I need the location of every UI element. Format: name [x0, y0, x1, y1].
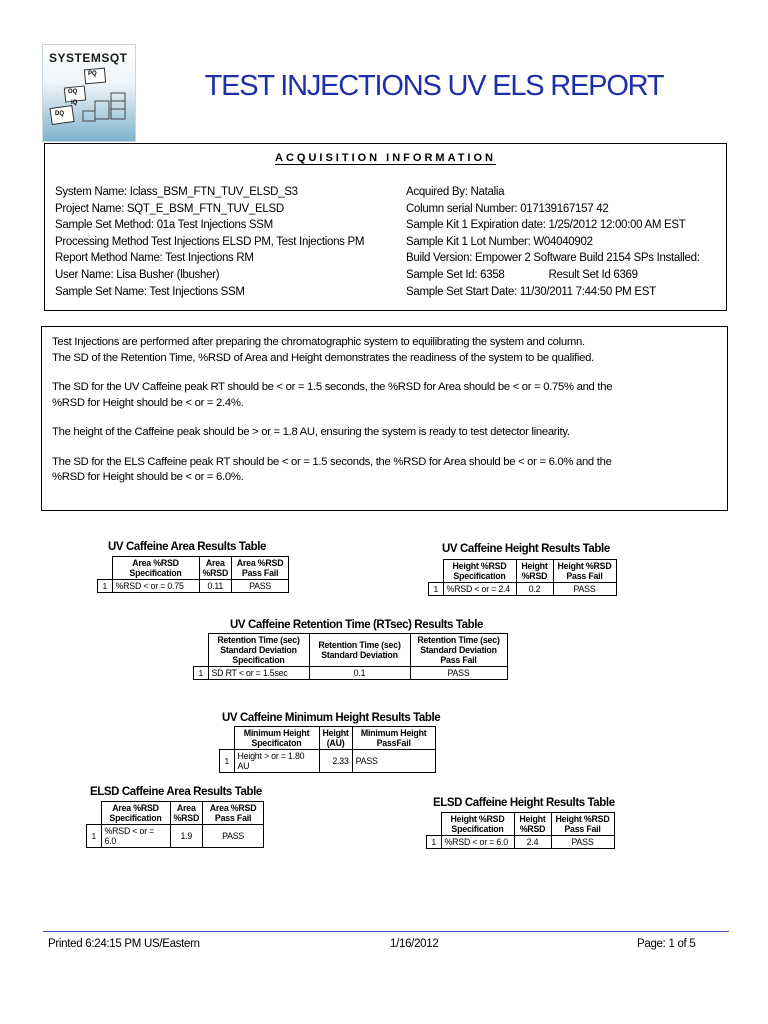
- report-method-name: Report Method Name: Test Injections RM: [55, 252, 254, 265]
- description-height-criteria: The height of the Caffeine peak should be > or = 1.8 AU, ensuring the system is ready to test detector linearity.: [52, 426, 570, 438]
- acquisition-right-column: [406, 184, 700, 300]
- logo-tag-iq: IQ: [71, 100, 78, 106]
- table-row: 1 %RSD < or = 2.4 0.2 PASS: [429, 583, 617, 596]
- uv-area-results-table: [97, 556, 289, 593]
- table-row: 1 %RSD < or = 6.0 2.4 PASS: [427, 836, 615, 849]
- elsd-area-table-title: ELSD Caffeine Area Results Table: [90, 786, 262, 798]
- footer-divider: [43, 931, 729, 932]
- table-row: 1 %RSD < or = 6.0 1.9 PASS: [87, 825, 264, 848]
- col-header: Height %RSD: [516, 560, 553, 583]
- description-els-criteria: The SD for the ELS Caffeine peak RT should be < or = 1.5 seconds, the %RSD for Area should be < or = 6.0% and the %RSD for Height should be < or = 6.0%.: [52, 455, 612, 483]
- elsd-height-results-table: [426, 812, 615, 849]
- column-serial-number: Column serial Number: 017139167157 42: [406, 202, 609, 215]
- uv-rt-results-table: [193, 633, 508, 680]
- project-name: Project Name: SQT_E_BSM_FTN_TUV_ELSD: [55, 202, 284, 215]
- col-header: Area %RSD Specification: [101, 802, 170, 825]
- sample-kit-expiration: Sample Kit 1 Expiration date: 1/25/2012 12:00:00 AM EST: [406, 219, 686, 232]
- sample-set-name: Sample Set Name: Test Injections SSM: [55, 285, 245, 298]
- description-box: [41, 326, 728, 511]
- acquisition-left-column: [55, 184, 364, 300]
- col-header: Area %RSD Pass Fail: [203, 802, 264, 825]
- uv-height-table-title: UV Caffeine Height Results Table: [442, 543, 610, 555]
- processing-method: Processing Method Test Injections ELSD PM, Test Injections PM: [55, 235, 365, 248]
- footer-date: 1/16/2012: [390, 938, 439, 950]
- table-row: 1 SD RT < or = 1.5sec 0.1 PASS: [194, 667, 508, 680]
- logo-text: SYSTEMSQT: [49, 51, 128, 65]
- build-version: Build Version: Empower 2 Software Build 2154 SPs Installed:: [406, 252, 700, 265]
- logo-tag-pq: PQ: [88, 71, 97, 77]
- acquired-by: Acquired By: Natalia: [406, 186, 505, 198]
- col-header: Minimum Height Specificaton: [234, 727, 319, 750]
- col-header: Height %RSD Specification: [441, 813, 514, 836]
- description-uv-criteria: The SD for the UV Caffeine peak RT should be < or = 1.5 seconds, the %RSD for Area should be < or = 0.75% and the %RSD for Height should be < or = 2.4%.: [52, 381, 613, 409]
- col-header: Height %RSD Pass Fail: [551, 813, 614, 836]
- col-header: Retention Time (sec) Standard Deviation Pass Fail: [410, 634, 507, 667]
- user-name: User Name: Lisa Busher (lbusher): [55, 268, 220, 281]
- col-header: Height %RSD Specification: [443, 560, 516, 583]
- logo-tag-oq: OQ: [68, 89, 78, 95]
- logo-tag-dq: DQ: [55, 111, 64, 117]
- col-header: Height (AU): [319, 727, 352, 750]
- col-header: Minimum Height PassFail: [352, 727, 435, 750]
- footer-printed: Printed 6:24:15 PM US/Eastern: [48, 938, 200, 950]
- uv-min-height-results-table: [219, 726, 436, 773]
- table-row: 1 %RSD < or = 0.75 0.11 PASS: [98, 580, 289, 593]
- uv-min-height-table-title: UV Caffeine Minimum Height Results Table: [222, 712, 441, 724]
- uv-area-table-title: UV Caffeine Area Results Table: [108, 541, 266, 553]
- col-header: Retention Time (sec) Standard Deviation: [309, 634, 410, 667]
- elsd-height-table-title: ELSD Caffeine Height Results Table: [433, 797, 615, 809]
- sample-set-id: Sample Set Id: 6358: [406, 268, 505, 281]
- col-header: Area %RSD: [170, 802, 203, 825]
- systemsqt-logo: [42, 44, 136, 142]
- sample-set-start-date: Sample Set Start Date: 11/30/2011 7:44:50 PM EST: [406, 285, 656, 298]
- footer-page: Page: 1 of 5: [637, 938, 696, 950]
- acquisition-info-box: [44, 143, 727, 311]
- result-set-id: Result Set Id 6369: [548, 268, 638, 281]
- report-title: TEST INJECTIONS UV ELS REPORT: [204, 70, 664, 102]
- sample-set-method: Sample Set Method: 01a Test Injections SSM: [55, 219, 273, 232]
- col-header: Area %RSD Specification: [112, 557, 199, 580]
- table-row: 1 Height > or = 1.80 AU 2.33 PASS: [220, 750, 436, 773]
- col-header: Height %RSD Pass Fail: [553, 560, 616, 583]
- col-header: Retention Time (sec) Standard Deviation Specification: [208, 634, 309, 667]
- description-intro: Test Injections are performed after preparing the chromatographic system to equilibrating the system and column. The SD of the Retention Time, %RSD of Area and Height demonstrates the readiness of the system to be qualified.: [52, 336, 594, 364]
- uv-rt-table-title: UV Caffeine Retention Time (RTsec) Results Table: [230, 619, 484, 631]
- uv-height-results-table: [428, 559, 617, 596]
- elsd-area-results-table: [86, 801, 264, 848]
- system-name: System Name: Iclass_BSM_FTN_TUV_ELSD_S3: [55, 186, 298, 198]
- acquisition-heading: ACQUISITION INFORMATION: [275, 152, 496, 164]
- col-header: Area %RSD: [199, 557, 232, 580]
- col-header: Height %RSD: [514, 813, 551, 836]
- set-ids-row: [406, 267, 700, 284]
- col-header: Area %RSD Pass Fail: [232, 557, 289, 580]
- sample-kit-lot-number: Sample Kit 1 Lot Number: W04040902: [406, 235, 593, 248]
